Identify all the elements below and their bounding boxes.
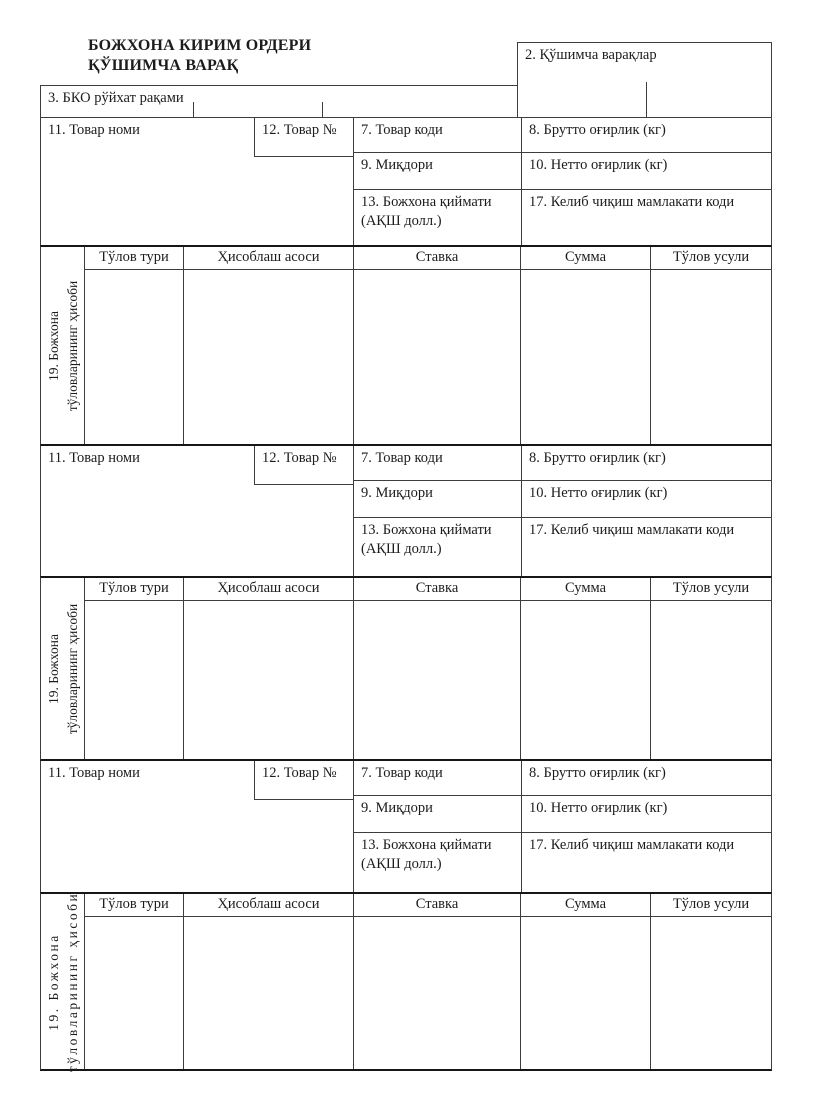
payments-row-label: 19. Божхона тўловларининг ҳисоби (45, 891, 80, 1072)
quantity-cell: 9. Миқдори (354, 481, 522, 517)
goods-code-cell: 7. Товар коди (354, 761, 522, 795)
customs-value-cell: 13. Божхона қиймати (АҚШ долл.) (354, 518, 522, 576)
gross-weight-cell: 8. Брутто оғирлик (кг) (529, 122, 666, 138)
payment-type-cell (85, 270, 184, 444)
bko-number-divider-1 (193, 102, 194, 117)
quantity-cell: 9. Миқдори (354, 796, 522, 832)
customs-value-cell: 13. Божхона қиймати (АҚШ долл.) (354, 190, 522, 245)
goods-detail-grid (354, 761, 771, 892)
goods-code-cell: 7. Товар коди (354, 446, 522, 480)
net-weight-cell: 10. Нетто оғирлик (кг) (529, 800, 668, 816)
payments-row-label-cell (41, 891, 85, 1072)
net-weight-cell: 10. Нетто оғирлик (кг) (529, 157, 668, 173)
origin-country-cell: 17. Келиб чиқиш мамлакати коди (529, 837, 735, 853)
col-header-calculation-basis: Ҳисоблаш асоси (184, 894, 354, 916)
col-header-amount: Сумма (521, 247, 651, 269)
goods-name-label: 11. Товар номи (48, 450, 140, 466)
payments-row-label: 19. Божхона тўловларининг ҳисоби (45, 280, 80, 411)
calculation-basis-cell (184, 270, 354, 444)
payments-body-row (85, 601, 771, 759)
calculation-basis-cell (184, 601, 354, 759)
bko-number-divider-2 (322, 102, 323, 117)
payments-body-row (85, 917, 771, 1069)
payments-row-label-cell (41, 578, 85, 759)
goods-name-label: 11. Товар номи (48, 765, 140, 781)
col-header-calculation-basis: Ҳисоблаш асоси (184, 247, 354, 269)
payments-table-3 (40, 892, 772, 1071)
rate-cell (354, 270, 521, 444)
payments-body-row (85, 270, 771, 444)
col-header-payment-method: Тўлов усули (672, 580, 750, 596)
quantity-cell: 9. Миқдори (354, 153, 522, 189)
amount-cell (521, 601, 651, 759)
col-header-rate: Ставка (354, 247, 521, 269)
gross-weight-cell: 8. Брутто оғирлик (кг) (529, 450, 666, 466)
goods-code-cell: 7. Товар коди (354, 118, 522, 152)
payments-header-row (85, 894, 771, 917)
amount-cell (521, 917, 651, 1069)
payments-row-label: 19. Божхона тўловларининг ҳисоби (45, 603, 80, 734)
gross-weight-cell: 8. Брутто оғирлик (кг) (529, 765, 666, 781)
goods-name-label: 11. Товар номи (48, 122, 140, 138)
page-title-line-2: ҚЎШИМЧА ВАРАҚ (88, 57, 239, 74)
customs-value-cell: 13. Божхона қиймати (АҚШ долл.) (354, 833, 522, 892)
goods-detail-grid (354, 446, 771, 576)
goods-detail-grid (354, 118, 771, 245)
payments-header-row (85, 578, 771, 601)
additional-sheets-divider (646, 82, 647, 117)
payment-method-cell (651, 270, 771, 444)
col-header-calculation-basis: Ҳисоблаш асоси (184, 578, 354, 600)
goods-item-no-label: 12. Товар № (262, 122, 337, 138)
col-header-rate: Ставка (354, 894, 521, 916)
payments-row-label-cell (41, 247, 85, 444)
payment-method-cell (651, 601, 771, 759)
payment-type-cell (85, 917, 184, 1069)
origin-country-cell: 17. Келиб чиқиш мамлакати коди (529, 194, 735, 210)
goods-item-no-label: 12. Товар № (262, 450, 337, 466)
bko-number-label: 3. БКО рўйхат рақами (48, 90, 184, 106)
col-header-payment-type: Тўлов тури (85, 247, 184, 269)
page-title-line-1: БОЖХОНА КИРИМ ОРДЕРИ (88, 37, 312, 54)
col-header-rate: Ставка (354, 578, 521, 600)
payment-method-cell (651, 917, 771, 1069)
goods-item-no-label: 12. Товар № (262, 765, 337, 781)
origin-country-cell: 17. Келиб чиқиш мамлакати коди (529, 522, 735, 538)
payments-table-2 (40, 576, 772, 761)
goods-item-no-cell (254, 761, 353, 800)
col-header-payment-method: Тўлов усули (672, 896, 750, 912)
additional-sheets-box (517, 42, 772, 117)
additional-sheets-label: 2. Қўшимча варақлар (525, 47, 657, 63)
bko-number-box (40, 85, 517, 117)
payment-type-cell (85, 601, 184, 759)
col-header-amount: Сумма (521, 894, 651, 916)
col-header-amount: Сумма (521, 578, 651, 600)
payments-table-1 (40, 245, 772, 446)
goods-section-1 (40, 117, 772, 245)
col-header-payment-type: Тўлов тури (85, 894, 184, 916)
goods-item-no-cell (254, 118, 353, 157)
goods-item-no-cell (254, 446, 353, 485)
col-header-payment-method: Тўлов усули (672, 249, 750, 265)
rate-cell (354, 917, 521, 1069)
amount-cell (521, 270, 651, 444)
calculation-basis-cell (184, 917, 354, 1069)
rate-cell (354, 601, 521, 759)
page-title (88, 36, 508, 76)
payments-header-row (85, 247, 771, 270)
col-header-payment-type: Тўлов тури (85, 578, 184, 600)
goods-section-3 (40, 761, 772, 892)
goods-section-2 (40, 446, 772, 576)
net-weight-cell: 10. Нетто оғирлик (кг) (529, 485, 668, 501)
